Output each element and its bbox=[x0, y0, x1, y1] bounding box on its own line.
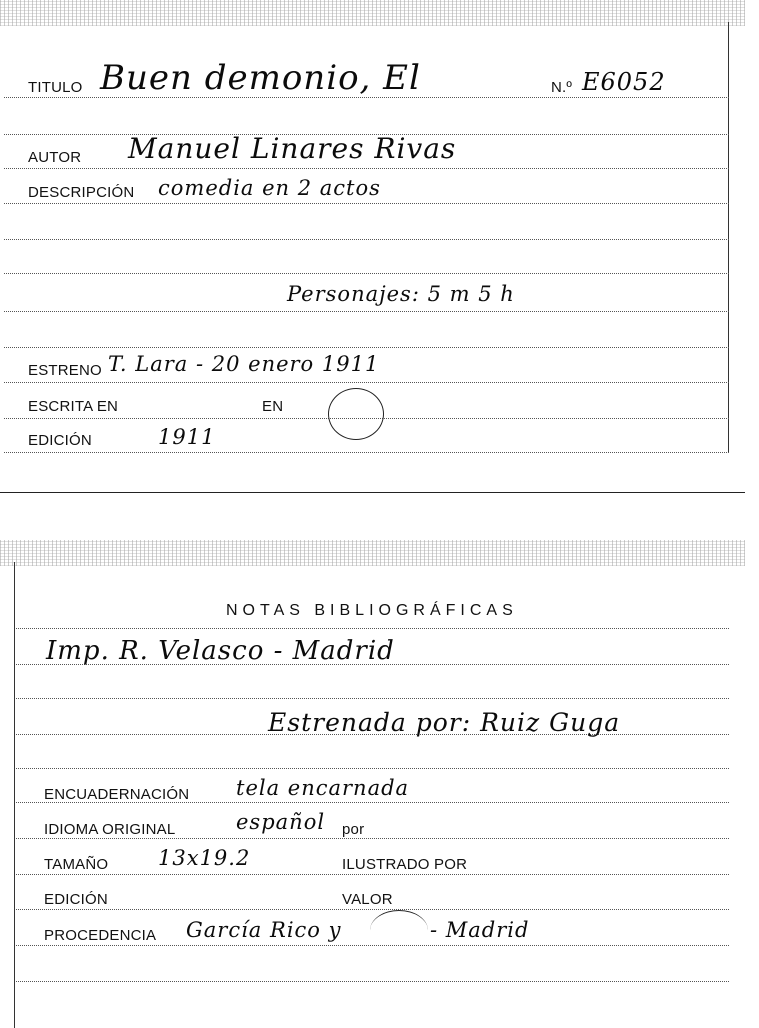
tamano-value: 13x19.2 bbox=[158, 846, 251, 870]
valor-label: VALOR bbox=[342, 891, 393, 908]
rule-line bbox=[16, 945, 729, 946]
rule-line bbox=[4, 347, 729, 348]
estreno-value: T. Lara - 20 enero 1911 bbox=[108, 352, 380, 376]
rule-line bbox=[4, 168, 729, 169]
edicion-label: EDICIÓN bbox=[28, 432, 92, 449]
tamano-label: TAMAÑO bbox=[44, 856, 109, 873]
rule-line bbox=[16, 628, 729, 629]
rule-line bbox=[16, 838, 729, 839]
idioma-original-value: español bbox=[236, 810, 326, 834]
catalog-card-back bbox=[0, 540, 745, 1028]
card-edge-texture bbox=[0, 540, 745, 566]
edicion-value: 1911 bbox=[158, 425, 216, 449]
nota-estrenada: Estrenada por: Ruiz Guga bbox=[268, 708, 621, 737]
numero-label: N.º bbox=[551, 79, 573, 96]
rule-line bbox=[16, 909, 729, 910]
autor-value: Manuel Linares Rivas bbox=[128, 132, 457, 165]
rule-line bbox=[16, 768, 729, 769]
rule-line bbox=[16, 698, 729, 699]
numero-value: E6052 bbox=[582, 68, 666, 96]
ilustrado-por-label: ILUSTRADO POR bbox=[342, 856, 468, 873]
procedencia-value: García Rico y bbox=[186, 918, 342, 942]
rule-line bbox=[4, 239, 729, 240]
autor-label: AUTOR bbox=[28, 149, 82, 166]
descripcion-label: DESCRIPCIÓN bbox=[28, 184, 135, 201]
card-edge-texture bbox=[0, 0, 745, 26]
descripcion-value: comedia en 2 actos bbox=[158, 176, 381, 200]
procedencia-label: PROCEDENCIA bbox=[44, 927, 157, 944]
encuadernacion-value: tela encarnada bbox=[236, 776, 410, 800]
personajes-value: Personajes: 5 m 5 h bbox=[287, 282, 515, 306]
edicion-label: EDICIÓN bbox=[44, 891, 108, 908]
rule-line bbox=[4, 311, 729, 312]
rule-line bbox=[4, 382, 729, 383]
por-label: por bbox=[342, 821, 365, 838]
rule-line bbox=[4, 273, 729, 274]
notas-bibliograficas-title: NOTAS BIBLIOGRÁFICAS bbox=[226, 602, 518, 619]
en-label: EN bbox=[262, 398, 284, 415]
procedencia-city: - Madrid bbox=[430, 918, 530, 942]
stamp-circle bbox=[328, 388, 384, 440]
estreno-label: ESTRENO bbox=[28, 362, 102, 379]
idioma-original-label: IDIOMA ORIGINAL bbox=[44, 821, 176, 838]
titulo-value: Buen demonio, El bbox=[100, 58, 421, 98]
card-left-border bbox=[14, 562, 15, 1028]
escrita-en-label: ESCRITA EN bbox=[28, 398, 119, 415]
rule-line bbox=[4, 203, 729, 204]
titulo-label: TITULO bbox=[28, 79, 83, 96]
card-right-border bbox=[728, 22, 729, 452]
stamp-arc bbox=[370, 910, 428, 951]
catalog-card-front bbox=[0, 0, 745, 493]
encuadernacion-label: ENCUADERNACIÓN bbox=[44, 786, 190, 803]
rule-line bbox=[16, 981, 729, 982]
rule-line bbox=[4, 452, 729, 453]
nota-imprenta: Imp. R. Velasco - Madrid bbox=[46, 636, 395, 666]
rule-line bbox=[16, 874, 729, 875]
